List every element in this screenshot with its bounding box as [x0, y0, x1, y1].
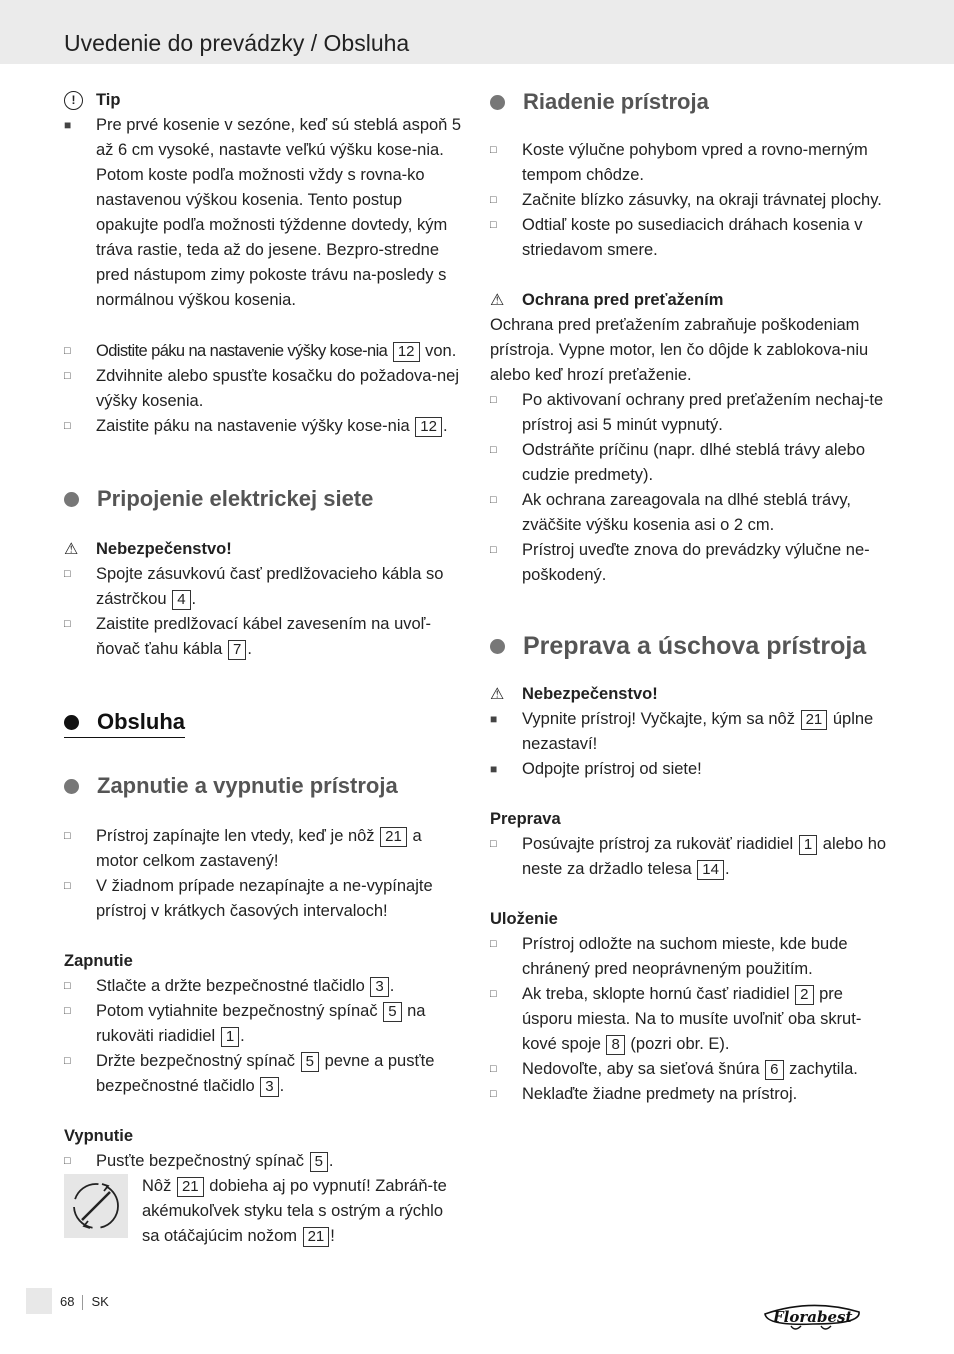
box-bullet-icon: □	[490, 544, 497, 556]
list-item: □ Prístroj zapínajte len vtedy, keď je nôž 21 a motor celkom zastavený!	[64, 824, 464, 874]
list-item: □ Odistite páku na nastavenie výšky kose-nia 12 von.	[64, 339, 464, 364]
list-item: □ Prístroj uveďte znova do prevádzky výlučne ne-poškodený.	[490, 538, 890, 588]
subheading-zapnutie: Zapnutie	[64, 952, 133, 970]
bullet-dot-icon	[64, 715, 79, 730]
exclamation-circle-icon: !	[64, 91, 83, 110]
bullet-dot-icon	[64, 779, 79, 794]
box-bullet-icon: □	[490, 494, 497, 506]
box-bullet-icon: □	[490, 394, 497, 406]
overload-heading: ⚠ Ochrana pred preťažením	[490, 288, 890, 313]
list-item: □ Zaistite predlžovací kábel zavesením na uvoľ-ňovač ťahu kábla 7 .	[64, 612, 464, 662]
box-bullet-icon: □	[64, 1055, 71, 1067]
section-heading-control: Riadenie prístroja	[490, 88, 890, 116]
list-item: ■ Pre prvé kosenie v sezóne, keď sú steblá aspoň 5 až 6 cm vysoké, nastavte veľkú výšku kose-nia. Potom koste podľa možnosti vždy s rovna-ko nastavenou výškou kosenia. Tento postup opakujte podľa možnosti týždenne dovtedy, kým tráva rastie, teda až do jesene. Bezpro-stredne pred nástupom zimy pokoste trávu na-posledy s normálnou výškou kosenia.	[64, 113, 464, 313]
part-number: 1	[799, 835, 817, 855]
part-number: 5	[310, 1152, 328, 1172]
list-item: □ Nedovoľte, aby sa sieťová šnúra 6 zachytila.	[490, 1057, 890, 1082]
list-item: □ Odstráňte príčinu (napr. dlhé steblá trávy alebo cudzie predmety).	[490, 438, 890, 488]
part-number: 6	[765, 1060, 783, 1080]
part-number: 4	[172, 590, 190, 610]
list-item: □ Prístroj odložte na suchom mieste, kde bude chránený pred neoprávneným použitím.	[490, 932, 890, 982]
list-item: □ Zdvihnite alebo spusťte kosačku do požadova-nej výšky kosenia.	[64, 364, 464, 414]
subheading-preprava: Preprava	[490, 810, 561, 828]
rotating-blade-icon	[64, 1174, 128, 1238]
list-item: □ Začnite blízko zásuvky, na okraji trávnatej plochy.	[490, 188, 890, 213]
list-item: □ Ak ochrana zareagovala na dlhé steblá trávy, zväčšite výšku kosenia asi o 2 cm.	[490, 488, 890, 538]
part-number: 1	[221, 1027, 239, 1047]
box-bullet-icon: □	[490, 938, 497, 950]
part-number: 21	[380, 827, 407, 847]
right-column	[490, 88, 890, 1107]
page-footer	[60, 1294, 109, 1310]
list-item: □ Po aktivovaní ochrany pred preťažením nechaj-te prístroj asi 5 minút vypnutý.	[490, 388, 890, 438]
list-item: □ Potom vytiahnite bezpečnostný spínač 5 na rukoväti riadidiel 1 .	[64, 999, 464, 1049]
brand-logo: Florabest	[763, 1308, 842, 1326]
list-item: □ V žiadnom prípade nezapínajte a ne-vypínajte prístroj v krátkych časových intervaloch!	[64, 874, 464, 924]
list-item: □ Stlačte a držte bezpečnostné tlačidlo 3 .	[64, 974, 464, 999]
square-bullet-icon: ■	[490, 712, 498, 726]
box-bullet-icon: □	[490, 144, 497, 156]
section-heading-obsluha: Obsluha	[64, 708, 185, 738]
subheading-ulozenie: Uloženie	[490, 910, 558, 928]
part-number: 21	[801, 710, 828, 730]
overload-text: Ochrana pred preťažením zabraňuje poškodeniam prístroja. Vypne motor, len čo dôjde k zablokova-niu alebo keď hrozí preťaženie.	[490, 316, 869, 384]
warning-triangle-icon: ⚠	[64, 541, 79, 558]
footer-divider	[82, 1295, 83, 1310]
part-number: 12	[393, 342, 420, 362]
bullet-dot-icon	[64, 492, 79, 507]
list-item: □ Koste výlučne pohybom vpred a rovno-merným tempom chôdze.	[490, 138, 890, 188]
box-bullet-icon: □	[64, 830, 71, 842]
footer-marker	[26, 1288, 52, 1314]
list-item: □ Ak treba, sklopte hornú časť riadidiel 2 pre úsporu miesta. Na to musíte uvoľniť oba skrut-kové spoje 8 (pozri obr. E).	[490, 982, 890, 1057]
box-bullet-icon: □	[490, 988, 497, 1000]
part-number: 2	[795, 985, 813, 1005]
box-bullet-icon: □	[490, 444, 497, 456]
section-heading-onoff: Zapnutie a vypnutie prístroja	[64, 772, 464, 800]
part-number: 21	[177, 1177, 204, 1197]
list-item: □ Zaistite páku na nastavenie výšky kose-nia 12 .	[64, 414, 464, 439]
box-bullet-icon: □	[490, 838, 497, 850]
page-title: Uvedenie do prevádzky / Obsluha	[64, 30, 410, 56]
list-item: □ Pusťte bezpečnostný spínač 5 .	[64, 1149, 464, 1174]
part-number: 3	[370, 977, 388, 997]
square-bullet-icon: ■	[64, 118, 72, 132]
list-item: □ Posúvajte prístroj za rukoväť riadidiel 1 alebo ho neste za držadlo telesa 14 .	[490, 832, 890, 882]
blade-warning: Nôž 21 dobieha aj po vypnutí! Zabráň-te akémukoľvek styku tela s ostrým a rýchlo sa otáčajúcim nožom 21 !	[64, 1174, 464, 1249]
box-bullet-icon: □	[490, 194, 497, 206]
square-bullet-icon: ■	[490, 762, 498, 776]
part-number: 3	[260, 1077, 278, 1097]
box-bullet-icon: □	[64, 980, 71, 992]
box-bullet-icon: □	[64, 1005, 71, 1017]
page-header	[0, 0, 954, 64]
left-column	[64, 88, 464, 1249]
subheading-vypnutie: Vypnutie	[64, 1127, 134, 1145]
box-bullet-icon: □	[64, 370, 71, 382]
part-number: 14	[697, 860, 724, 880]
list-item: □ Držte bezpečnostný spínač 5 pevne a pusťte bezpečnostné tlačidlo 3 .	[64, 1049, 464, 1099]
list-item: □ Spojte zásuvkovú časť predlžovacieho kábla so zástrčkou 4 .	[64, 562, 464, 612]
danger-heading: ⚠ Nebezpečenstvo!	[490, 682, 890, 707]
part-number: 12	[415, 417, 442, 437]
box-bullet-icon: □	[64, 420, 71, 432]
warning-triangle-icon: ⚠	[490, 686, 505, 703]
section-heading-power: Pripojenie elektrickej siete	[64, 485, 464, 513]
bullet-dot-icon	[490, 639, 505, 654]
box-bullet-icon: □	[64, 345, 71, 357]
danger-heading: ⚠ Nebezpečenstvo!	[64, 537, 464, 562]
tip-heading: ! Tip	[64, 88, 464, 113]
part-number: 5	[383, 1002, 401, 1022]
list-item: ■ Vypnite prístroj! Vyčkajte, kým sa nôž 21 úplne nezastaví!	[490, 707, 890, 757]
part-number: 21	[303, 1227, 330, 1247]
language-code: SK	[91, 1294, 109, 1309]
box-bullet-icon: □	[64, 568, 71, 580]
part-number: 5	[301, 1052, 319, 1072]
box-bullet-icon: □	[64, 1155, 71, 1167]
list-item: □ Odtiaľ koste po susediacich dráhach kosenia v striedavom smere.	[490, 213, 890, 263]
list-item: ■ Odpojte prístroj od siete!	[490, 757, 890, 782]
warning-triangle-icon: ⚠	[490, 292, 505, 309]
part-number: 8	[606, 1035, 624, 1055]
box-bullet-icon: □	[64, 880, 71, 892]
box-bullet-icon: □	[490, 1088, 497, 1100]
steps-list	[64, 339, 464, 439]
page-number: 68	[60, 1294, 75, 1309]
bullet-dot-icon	[490, 95, 505, 110]
part-number: 7	[228, 640, 246, 660]
section-heading-transport: Preprava a úschova prístroja	[490, 632, 890, 660]
box-bullet-icon: □	[64, 618, 71, 630]
list-item: □ Neklaďte žiadne predmety na prístroj.	[490, 1082, 890, 1107]
box-bullet-icon: □	[490, 1063, 497, 1075]
box-bullet-icon: □	[490, 219, 497, 231]
